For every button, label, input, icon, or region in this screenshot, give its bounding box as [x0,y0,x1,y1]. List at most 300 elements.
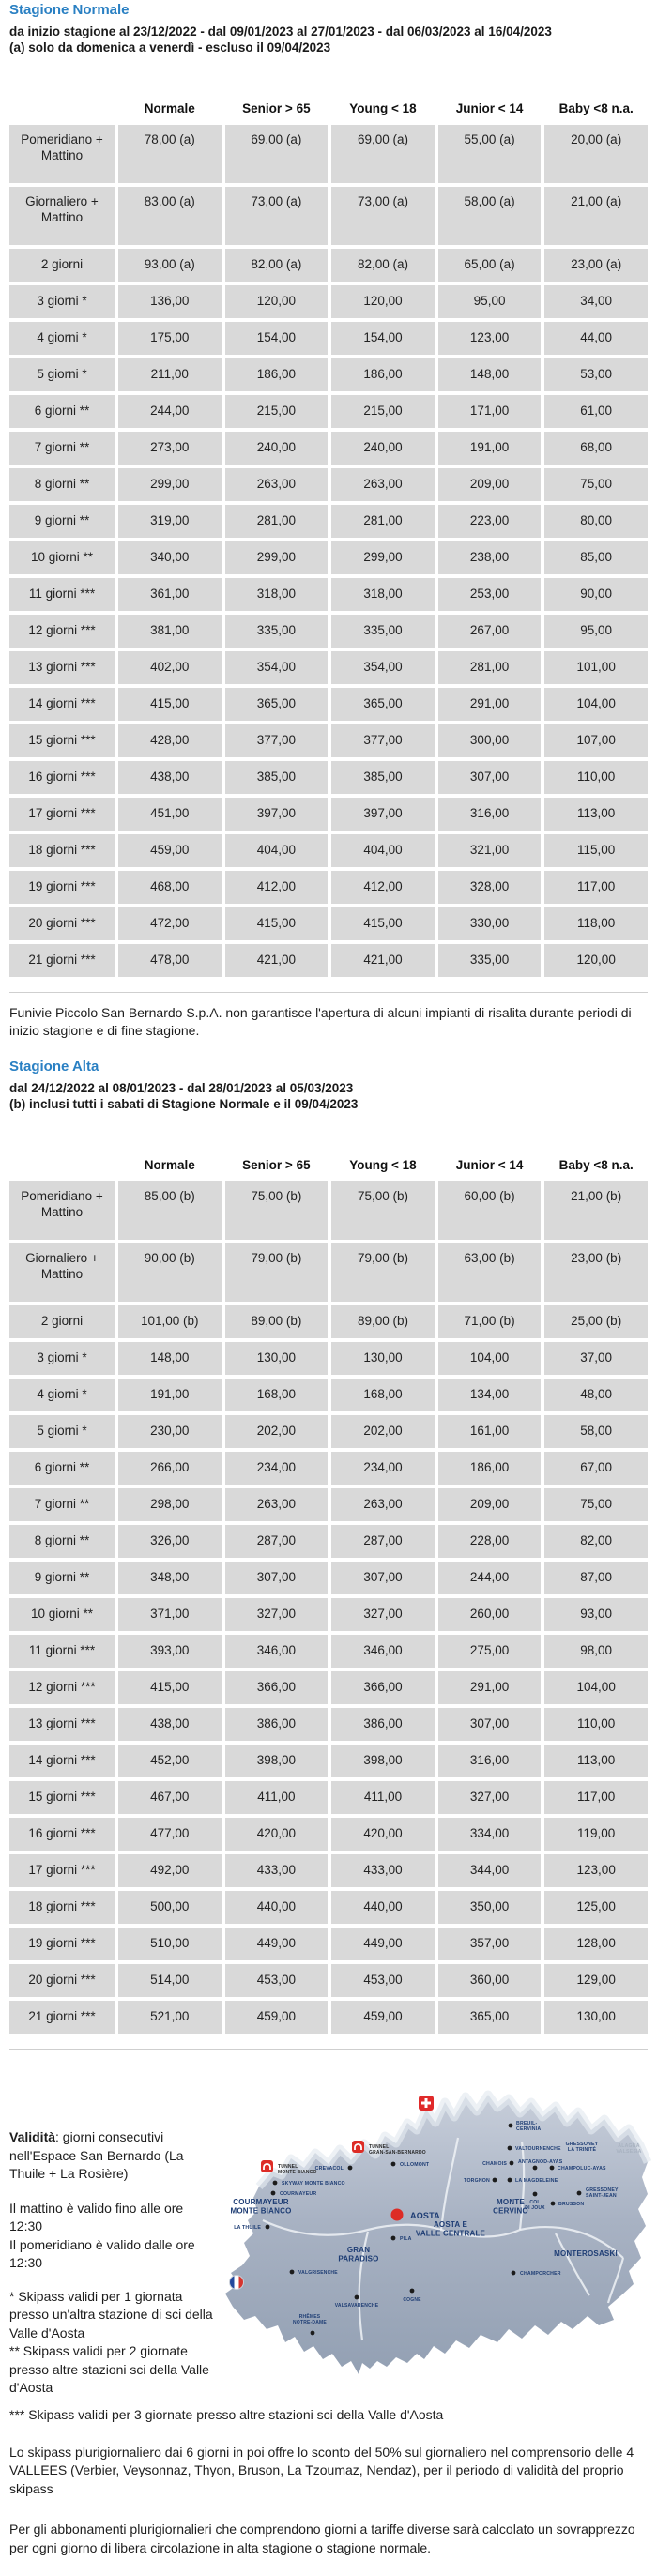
price-cell: 281,00 [225,505,328,538]
price-cell: 104,00 [544,688,648,721]
price-cell: 361,00 [118,578,222,611]
price-cell: 291,00 [438,1671,542,1704]
price-cell: 211,00 [118,358,222,391]
corner-cell [9,1144,115,1178]
price-cell: 117,00 [544,1781,648,1814]
price-cell: 130,00 [544,2001,648,2034]
price-cell: 37,00 [544,1342,648,1375]
price-cell: 316,00 [438,798,542,831]
price-cell: 346,00 [331,1635,435,1668]
price-cell: 415,00 [331,907,435,940]
map-station-label: OLLOMONT [400,2162,430,2168]
map-station-label: VALTOURNENCHE [515,2146,561,2152]
price-cell: 307,00 [438,1708,542,1741]
price-cell: 366,00 [225,1671,328,1704]
price-cell: 154,00 [225,322,328,355]
price-cell: 453,00 [225,1964,328,1997]
price-cell: 120,00 [331,285,435,318]
price-row-giornaliero-mattino [9,187,648,245]
price-cell: 244,00 [118,395,222,428]
map-station-dot [493,2178,497,2183]
row-label: 9 giorni ** [9,1562,115,1594]
price-cell: 300,00 [438,724,542,757]
price-cell: 136,00 [118,285,222,318]
map-station-label: TUNNEL MONTE BIANCO [278,2164,317,2175]
price-cell: 404,00 [225,834,328,867]
price-cell: 433,00 [331,1854,435,1887]
map-station-dot [273,2181,278,2186]
price-cell: 95,00 [544,615,648,648]
price-cell: 500,00 [118,1891,222,1924]
price-row-2-giorni [9,1305,648,1338]
map-station-dot [512,2271,516,2276]
map-area-label: MONTEROSASKI [554,2249,618,2258]
column-header-young-18: Young < 18 [331,1144,435,1178]
price-row-14-giorni [9,688,648,721]
price-cell: 23,00 (a) [544,249,648,282]
price-cell: 281,00 [438,651,542,684]
column-header-senior-65: Senior > 65 [225,87,328,121]
row-label: 6 giorni ** [9,1452,115,1485]
map-station-label: SKYWAY MONTE BIANCO [282,2181,345,2187]
column-header-junior-14: Junior < 14 [438,1144,542,1178]
map-area-label: AOSTA [410,2211,440,2220]
column-header-normale: Normale [118,87,222,121]
price-cell: 440,00 [225,1891,328,1924]
price-cell: 327,00 [331,1598,435,1631]
price-cell: 334,00 [438,1818,542,1851]
price-cell: 371,00 [118,1598,222,1631]
star-notes [9,2288,220,2398]
price-cell: 398,00 [225,1745,328,1777]
price-row-15-giorni [9,724,648,757]
price-cell: 273,00 [118,432,222,465]
row-label: 21 giorni *** [9,944,115,977]
season-alta-date-line: dal 24/12/2022 al 08/01/2023 - dal 28/01/2023 al 05/03/2023 [9,1081,354,1095]
price-cell: 118,00 [544,907,648,940]
season-alta-cond-line: (b) inclusi tutti i sabati di Stagione Normale e il 09/04/2023 [9,1097,359,1111]
price-cell: 186,00 [438,1452,542,1485]
price-cell: 21,00 (b) [544,1181,648,1240]
price-cell: 113,00 [544,1745,648,1777]
price-cell: 340,00 [118,541,222,574]
price-cell: 453,00 [331,1964,435,1997]
price-cell: 397,00 [225,798,328,831]
price-cell: 449,00 [331,1928,435,1960]
price-cell: 360,00 [438,1964,542,1997]
price-cell: 275,00 [438,1635,542,1668]
map-station-label: VALSAVARENCHE [334,2303,379,2309]
price-cell: 321,00 [438,834,542,867]
row-label: 10 giorni ** [9,1598,115,1631]
row-label: 8 giorni ** [9,1525,115,1558]
row-label: 2 giorni [9,1305,115,1338]
price-row-13-giorni [9,1708,648,1741]
map-area-label: GRAN PARADISO [338,2246,379,2264]
price-cell: 438,00 [118,761,222,794]
price-row-18-giorni [9,1891,648,1924]
map-station-label: GRESSONEY SAINT-JEAN [586,2187,619,2200]
price-cell: 420,00 [225,1818,328,1851]
column-header-baby-8-n-a: Baby <8 n.a. [544,1144,648,1178]
price-cell: 202,00 [331,1415,435,1448]
price-cell: 75,00 [544,1488,648,1521]
row-label: 13 giorni *** [9,1708,115,1741]
price-cell: 68,00 [544,432,648,465]
price-cell: 78,00 (a) [118,125,222,183]
price-cell: 415,00 [118,688,222,721]
price-cell: 238,00 [438,541,542,574]
price-row-21-giorni [9,2001,648,2034]
map-area-label: COURMAYEUR MONTE BIANCO [230,2198,292,2216]
price-cell: 420,00 [331,1818,435,1851]
map-station-label: COGNE [403,2297,421,2303]
price-cell: 386,00 [225,1708,328,1741]
row-label: Pomeridiano + Mattino [9,125,115,183]
price-cell: 459,00 [331,2001,435,2034]
row-label: 20 giorni *** [9,907,115,940]
row-label: 12 giorni *** [9,615,115,648]
price-cell: 365,00 [331,688,435,721]
price-cell: 415,00 [118,1671,222,1704]
season-normale-date-line: da inizio stagione al 23/12/2022 - dal 09/01/2023 al 27/01/2023 - dal 06/03/2023 al 16/04/2023 [9,24,552,38]
price-cell: 21,00 (a) [544,187,648,245]
valle-daosta-map [199,2081,651,2404]
price-row-7-giorni [9,1488,648,1521]
price-cell: 348,00 [118,1562,222,1594]
price-cell: 412,00 [225,871,328,904]
morning-validity: Il mattino è valido fino alle ore 12:30 [9,2200,184,2233]
price-cell: 386,00 [331,1708,435,1741]
map-station-dot [551,2202,556,2206]
price-cell: 357,00 [438,1928,542,1960]
price-cell: 467,00 [118,1781,222,1814]
map-area-label: AOSTA E VALLE CENTRALE [415,2220,486,2238]
price-cell: 319,00 [118,505,222,538]
price-row-6-giorni [9,395,648,428]
column-header-senior-65: Senior > 65 [225,1144,328,1178]
price-row-pomeridiano-mattino [9,1181,648,1240]
row-label: 19 giorni *** [9,1928,115,1960]
price-cell: 63,00 (b) [438,1243,542,1302]
tunnel-icon [352,2141,364,2153]
price-cell: 209,00 [438,1488,542,1521]
price-cell: 130,00 [225,1342,328,1375]
price-cell: 85,00 [544,541,648,574]
row-label: 20 giorni *** [9,1964,115,1997]
price-cell: 223,00 [438,505,542,538]
price-cell: 402,00 [118,651,222,684]
price-cell: 398,00 [331,1745,435,1777]
price-cell: 411,00 [225,1781,328,1814]
row-label: 2 giorni [9,249,115,282]
price-cell: 175,00 [118,322,222,355]
row-label: 13 giorni *** [9,651,115,684]
price-cell: 67,00 [544,1452,648,1485]
map-station-dot [510,2161,514,2166]
row-label: 11 giorni *** [9,1635,115,1668]
validity-text-block [9,2128,220,2398]
map-station-dot [348,2166,353,2171]
price-cell: 377,00 [331,724,435,757]
season-normale-cond-line: (a) solo da domenica a venerdì - escluso il 09/04/2023 [9,40,331,54]
row-label: 9 giorni ** [9,505,115,538]
price-cell: 350,00 [438,1891,542,1924]
price-row-12-giorni [9,615,648,648]
price-cell: 90,00 [544,578,648,611]
validity-paragraph [9,2128,220,2184]
price-cell: 240,00 [331,432,435,465]
row-label: 3 giorni * [9,1342,115,1375]
price-row-pomeridiano-mattino [9,125,648,183]
price-cell: 328,00 [438,871,542,904]
price-cell: 291,00 [438,688,542,721]
map-area-label: MONTE CERVINO [493,2198,528,2216]
map-station-label: PILA [400,2236,412,2242]
map-station-label: ALAGNA VALSESIA [616,2143,642,2156]
price-cell: 69,00 (a) [331,125,435,183]
swiss-flag-icon [419,2096,434,2111]
price-cell: 209,00 [438,468,542,501]
price-cell: 307,00 [225,1562,328,1594]
header-row [9,1144,648,1178]
column-header-normale: Normale [118,1144,222,1178]
row-label: 17 giorni *** [9,1854,115,1887]
map-station-label: COL DI JOUX [525,2200,545,2211]
price-cell: 98,00 [544,1635,648,1668]
price-cell: 34,00 [544,285,648,318]
price-cell: 299,00 [118,468,222,501]
price-row-18-giorni [9,834,648,867]
price-cell: 298,00 [118,1488,222,1521]
price-cell: 123,00 [438,322,542,355]
row-label: 5 giorni * [9,1415,115,1448]
price-cell: 82,00 [544,1525,648,1558]
price-cell: 44,00 [544,322,648,355]
price-cell: 451,00 [118,798,222,831]
price-cell: 421,00 [331,944,435,977]
row-label: 15 giorni *** [9,724,115,757]
price-cell: 58,00 [544,1415,648,1448]
price-cell: 263,00 [331,468,435,501]
map-station-label: VALGRISENCHE [298,2270,338,2276]
price-cell: 244,00 [438,1562,542,1594]
price-row-4-giorni [9,322,648,355]
map-station-label: CHAMOIS [482,2161,507,2167]
map-station-dot [509,2124,513,2128]
price-cell: 128,00 [544,1928,648,1960]
row-label: 7 giorni ** [9,1488,115,1521]
price-cell: 514,00 [118,1964,222,1997]
price-row-3-giorni [9,285,648,318]
price-cell: 263,00 [225,1488,328,1521]
price-cell: 168,00 [225,1379,328,1411]
price-row-8-giorni [9,468,648,501]
price-cell: 79,00 (b) [331,1243,435,1302]
season-alta-section [9,1059,648,2037]
price-cell: 459,00 [118,834,222,867]
row-label: 14 giorni *** [9,688,115,721]
price-cell: 327,00 [225,1598,328,1631]
price-row-5-giorni [9,1415,648,1448]
price-cell: 171,00 [438,395,542,428]
price-cell: 318,00 [331,578,435,611]
price-cell: 354,00 [331,651,435,684]
price-cell: 75,00 (b) [331,1181,435,1240]
row-label: 7 giorni ** [9,432,115,465]
price-cell: 87,00 [544,1562,648,1594]
price-cell: 101,00 [544,651,648,684]
column-header-baby-8-n-a: Baby <8 n.a. [544,87,648,121]
map-station-dot [550,2166,555,2171]
row-label: 10 giorni ** [9,541,115,574]
price-cell: 125,00 [544,1891,648,1924]
price-cell: 161,00 [438,1415,542,1448]
map-station-label: LA THUILE [234,2225,261,2231]
price-cell: 492,00 [118,1854,222,1887]
price-cell: 266,00 [118,1452,222,1485]
price-cell: 186,00 [225,358,328,391]
star2-note: ** Skipass validi per 2 giornate presso altre stazioni sci della Valle d'Aosta [9,2343,209,2395]
season-normale-dates [9,23,648,55]
price-cell: 215,00 [331,395,435,428]
tunnel-icon [261,2160,273,2172]
row-label: 5 giorni * [9,358,115,391]
price-cell: 65,00 (a) [438,249,542,282]
price-cell: 58,00 (a) [438,187,542,245]
price-cell: 148,00 [118,1342,222,1375]
row-label: 3 giorni * [9,285,115,318]
column-header-young-18: Young < 18 [331,87,435,121]
map-station-label: LA MAGDELEINE [515,2178,558,2184]
price-cell: 101,00 (b) [118,1305,222,1338]
price-cell: 148,00 [438,358,542,391]
row-label: 16 giorni *** [9,761,115,794]
map-station-dot [311,2331,315,2336]
surcharge-paragraph: Per gli abbonamenti plurigiornalieri che comprendono giorni a tariffe diverse sarà calcolato un sovrapprezzo per ogni giorno di libera circolazione in alta stagione o stagione normale. [9,2522,635,2555]
price-cell: 120,00 [225,285,328,318]
price-cell: 73,00 (a) [331,187,435,245]
price-cell: 412,00 [331,871,435,904]
price-cell: 335,00 [438,944,542,977]
price-cell: 82,00 (a) [225,249,328,282]
price-cell: 191,00 [438,432,542,465]
price-cell: 521,00 [118,2001,222,2034]
price-cell: 130,00 [331,1342,435,1375]
price-cell: 346,00 [225,1635,328,1668]
price-cell: 354,00 [225,651,328,684]
price-cell: 326,00 [118,1525,222,1558]
price-cell: 75,00 [544,468,648,501]
price-row-11-giorni [9,578,648,611]
price-cell: 381,00 [118,615,222,648]
price-row-9-giorni [9,1562,648,1594]
price-cell: 421,00 [225,944,328,977]
price-cell: 287,00 [331,1525,435,1558]
price-cell: 365,00 [438,2001,542,2034]
price-row-17-giorni [9,1854,648,1887]
price-row-16-giorni [9,1818,648,1851]
corner-cell [9,87,115,121]
price-cell: 79,00 (b) [225,1243,328,1302]
price-cell: 89,00 (b) [331,1305,435,1338]
price-cell: 104,00 [438,1342,542,1375]
price-cell: 377,00 [225,724,328,757]
price-cell: 71,00 (b) [438,1305,542,1338]
price-cell: 129,00 [544,1964,648,1997]
header-row [9,87,648,121]
price-cell: 115,00 [544,834,648,867]
price-row-19-giorni [9,1928,648,1960]
map-station-dot [391,2236,396,2241]
season-normale-title: Stagione Normale [9,2,130,18]
price-cell: 110,00 [544,1708,648,1741]
season-alta-dates [9,1080,648,1112]
row-label: 12 giorni *** [9,1671,115,1704]
map-station-dot [355,2295,359,2300]
price-row-16-giorni [9,761,648,794]
price-cell: 404,00 [331,834,435,867]
price-cell: 154,00 [331,322,435,355]
map-station-dot [266,2225,270,2230]
row-label: Giornaliero + Mattino [9,1243,115,1302]
map-station-dot [290,2270,295,2275]
validity-label: Validità [9,2129,56,2144]
row-label: 18 giorni *** [9,834,115,867]
price-cell: 385,00 [331,761,435,794]
price-cell: 260,00 [438,1598,542,1631]
price-row-2-giorni [9,249,648,282]
price-row-giornaliero-mattino [9,1243,648,1302]
row-label: Pomeridiano + Mattino [9,1181,115,1240]
price-cell: 23,00 (b) [544,1243,648,1302]
france-flag-icon [230,2276,244,2290]
price-cell: 89,00 (b) [225,1305,328,1338]
price-cell: 327,00 [438,1781,542,1814]
price-cell: 73,00 (a) [225,187,328,245]
afternoon-validity: Il pomeridiano è valido dalle ore 12:30 [9,2236,195,2270]
map-station-label: BRUSSON [558,2202,585,2207]
row-label: 16 giorni *** [9,1818,115,1851]
price-row-20-giorni [9,907,648,940]
price-cell: 69,00 (a) [225,125,328,183]
price-cell: 433,00 [225,1854,328,1887]
price-row-12-giorni [9,1671,648,1704]
price-row-5-giorni [9,358,648,391]
price-cell: 318,00 [225,578,328,611]
price-cell: 385,00 [225,761,328,794]
price-cell: 60,00 (b) [438,1181,542,1240]
validity-text: : giorni consecutivi nell'Espace San Bernardo (La Thuile + La Rosière) [9,2129,184,2181]
price-row-4-giorni [9,1379,648,1411]
price-cell: 449,00 [225,1928,328,1960]
price-cell: 365,00 [225,688,328,721]
price-cell: 281,00 [331,505,435,538]
price-cell: 113,00 [544,798,648,831]
row-label: 4 giorni * [9,1379,115,1411]
map-station-label: TUNNEL GRAN-SAN-BERNARDO [369,2144,426,2156]
row-label: Giornaliero + Mattino [9,187,115,245]
map-station-dot [271,2191,276,2196]
row-label: 8 giorni ** [9,468,115,501]
price-cell: 253,00 [438,578,542,611]
map-station-label: BREUIL-CERVINIA [516,2121,542,2133]
price-row-9-giorni [9,505,648,538]
map-station-label: ANTAGNOD-AYAS [518,2159,563,2165]
price-cell: 215,00 [225,395,328,428]
price-row-10-giorni [9,1598,648,1631]
price-row-19-giorni [9,871,648,904]
